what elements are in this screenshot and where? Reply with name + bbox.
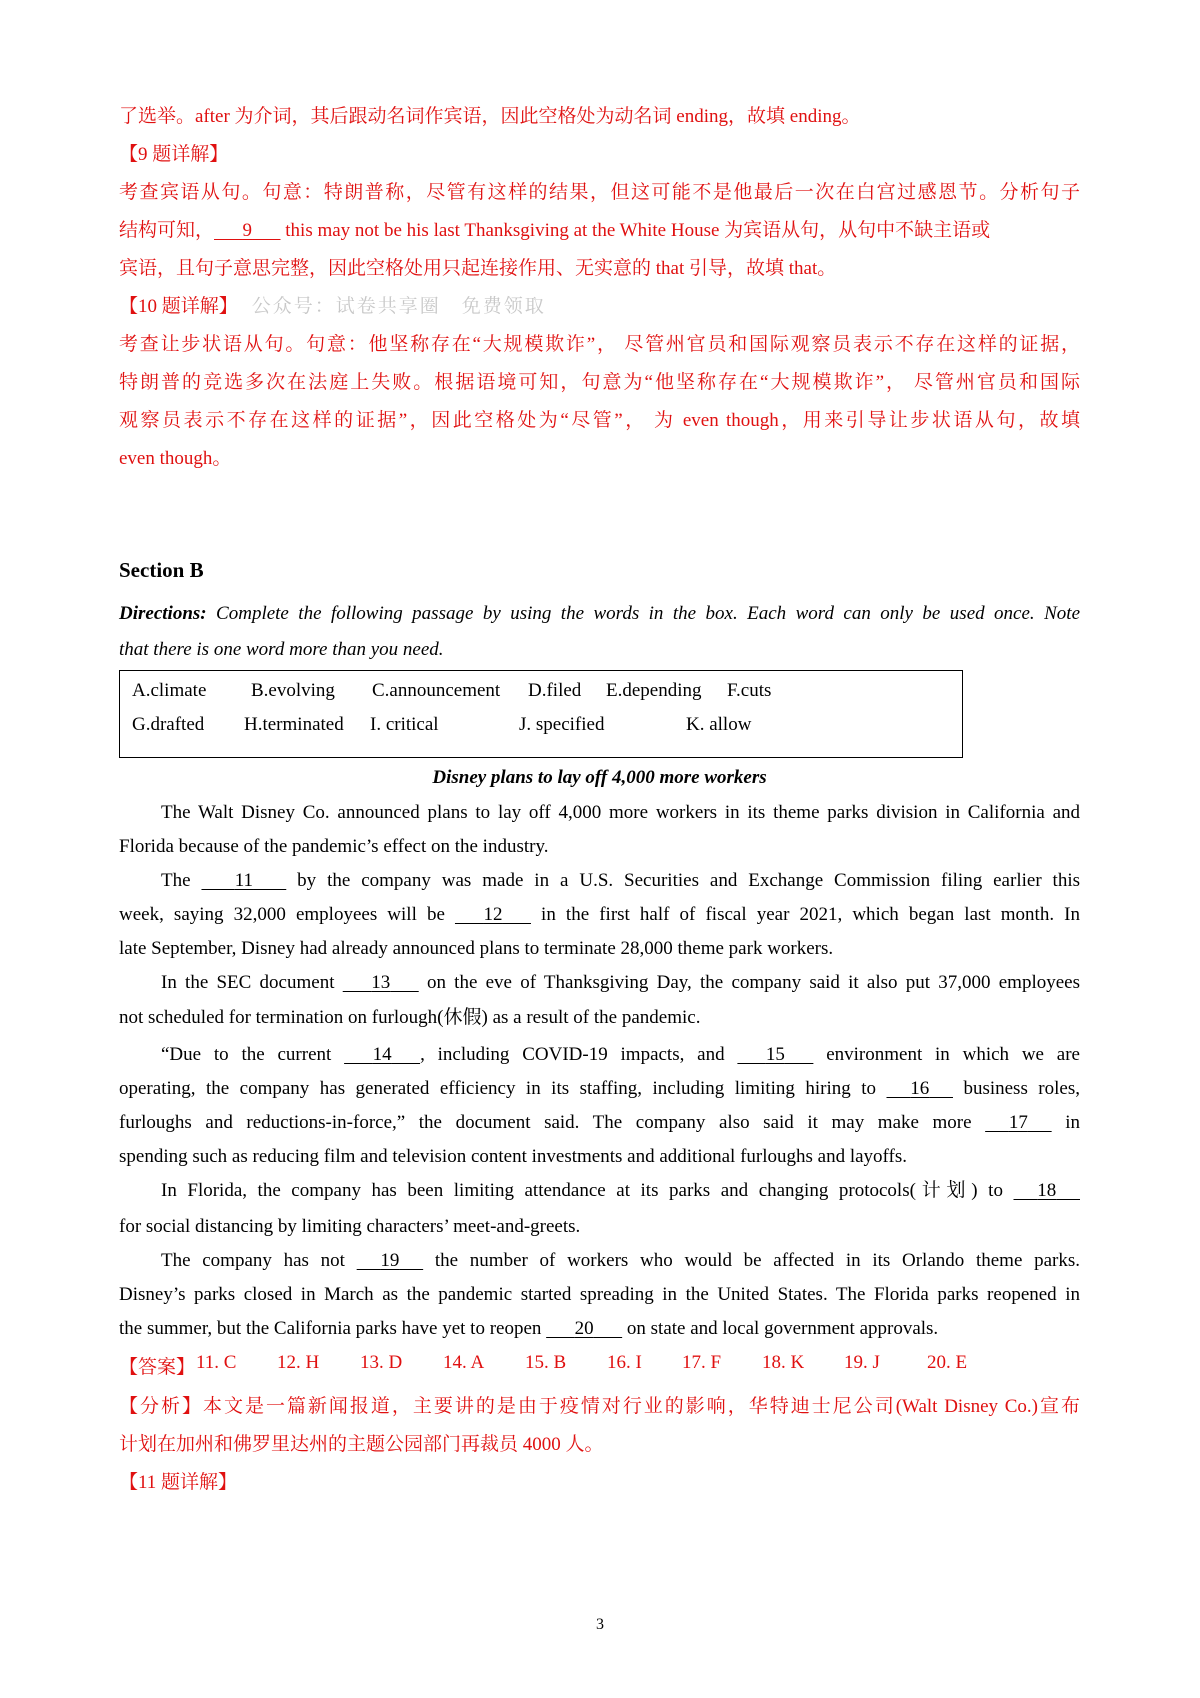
passage-text: by the company was made in a U.S. Securities and Exchange Commission filing earlier this [286,870,1081,891]
section-title: Section B [119,558,204,582]
q10-line-4: even though。 [119,448,232,469]
word-option: H.terminated [244,714,344,735]
passage-line [119,971,1080,995]
passage-text: The [161,870,202,891]
word-option: I. critical [370,714,439,735]
answer-item: 18. K [762,1352,805,1373]
passage-line: not scheduled for termination on furlough(休假) as a result of the pandemic. [119,1007,701,1028]
q10-line-2: 特朗普的竞选多次在法庭上失败。根据语境可知，句意为“他坚称存在“大规模欺诈”， 尽管州官员和国际 [119,372,1080,393]
directions-line-1 [119,596,1080,632]
blank-12 [455,903,531,927]
watermark-text: 公众号：试卷共享圈 免费领取 [251,296,546,317]
answer-item: 13. D [360,1352,403,1373]
q9-blank-number: 9 [242,220,253,241]
blank-16 [886,1077,953,1101]
answer-item: 12. H [277,1352,320,1373]
analysis-line-2: 计划在加州和佛罗里达州的主题公园部门再裁员 4000 人。 [119,1434,604,1455]
q9-text-rest: this may not be his last Thanksgiving at the White House 为宾语从句，从句中不缺主语或 [280,220,991,241]
passage-text: operating, the company has generated efficiency in its staffing, including limiting hiring to [119,1078,887,1099]
passage-text: the summer, but the California parks have yet to reopen [119,1318,547,1339]
blank-13 [343,971,419,995]
passage-text: week, saying 32,000 employees will be [119,904,455,925]
passage-text: “Due to the current [161,1044,345,1065]
passage-text: In Florida, the company has been limiting attendance at its parks and changing protocols(计划) to [161,1180,1014,1201]
passage-text: the number of workers who would be affected in its Orlando theme parks. [423,1250,1081,1271]
word-option: G.drafted [132,714,205,735]
directions-text-1: Complete the following passage by using the words in the box. Each word can only be used once. Note [206,603,1080,624]
passage-line [119,1077,1080,1101]
explanation-line: 了选举。after 为介词，其后跟动名词作宾语，因此空格处为动名词 ending，故填 ending。 [119,106,861,127]
blank-number: 11 [234,870,254,891]
passage-line: Disney’s parks closed in March as the pandemic started spreading in the United States. The Florida parks reopened in [119,1284,1080,1305]
word-option: F.cuts [727,680,772,701]
q10-header: 【10 题详解】 [119,296,238,317]
blank-number: 20 [574,1318,594,1339]
blank-number: 16 [910,1078,930,1099]
passage-line: The Walt Disney Co. announced plans to lay off 4,000 more workers in its theme parks division in California and [161,802,1080,823]
passage-text: furloughs and reductions-in-force,” the document said. The company also said it may make more [119,1112,986,1133]
answer-item: 17. F [682,1352,722,1373]
passage-text: on the eve of Thanksgiving Day, the company said it also put 37,000 employees [418,972,1080,993]
passage-text: in [1051,1112,1080,1133]
directions [119,596,1080,668]
passage-line [119,1317,1080,1341]
word-option: C.announcement [372,680,501,701]
blank-11 [201,869,286,893]
analysis-line-1: 【分析】本文是一篇新闻报道，主要讲的是由于疫情对行业的影响，华特迪士尼公司(Walt Disney Co.)宣布 [119,1396,1080,1417]
q10-line-1: 考查让步状语从句。句意：他坚称存在“大规模欺诈”， 尽管州官员和国际观察员表示不存在这样的证据， [119,334,1080,355]
passage-line [119,1043,1080,1067]
q9-blank [214,210,281,251]
passage-title: Disney plans to lay off 4,000 more workers [432,767,767,788]
passage-text: The company has not [161,1250,357,1271]
passage-line [119,1179,1080,1203]
blank-number: 12 [483,904,503,925]
answer-label: 【答案】 [119,1357,196,1378]
answer-item: 19. J [844,1352,880,1373]
answer-item: 15. B [525,1352,567,1373]
passage-text: environment in which we are [813,1044,1080,1065]
blank-number: 17 [1008,1112,1028,1133]
passage-line [119,1111,1080,1135]
passage-line: Florida because of the pandemic’s effect on the industry. [119,836,549,857]
q9-text: 结构可知， [119,220,215,241]
passage-line [119,903,1080,927]
blank-number: 15 [765,1044,785,1065]
q10-header-line [119,286,546,327]
word-option: B.evolving [251,680,335,701]
answer-item: 11. C [196,1352,237,1373]
passage-text: business roles, [952,1078,1080,1099]
blank-number: 18 [1037,1180,1057,1201]
passage-text: , including COVID-19 impacts, and [420,1044,738,1065]
passage-line: spending such as reducing film and television content investments and additional furloughs and layoffs. [119,1146,907,1167]
q11-header: 【11 题详解】 [119,1472,238,1493]
directions-line-2: that there is one word more than you need. [119,639,444,660]
word-option: A.climate [132,680,207,701]
passage-text: In the SEC document [161,972,343,993]
directions-label: Directions: [119,603,207,624]
blank-19 [357,1249,424,1273]
q9-line-3: 宾语，且句子意思完整，因此空格处用只起连接作用、无实意的 that 引导，故填 that。 [119,258,837,279]
blank-14 [344,1043,420,1067]
word-option: E.depending [606,680,702,701]
q10-line-3: 观察员表示不存在这样的证据”，因此空格处为“尽管”， 为 even though，用来引导让步状语从句，故填 [119,410,1080,431]
blank-20 [546,1317,622,1341]
blank-number: 19 [380,1250,400,1271]
page-number: 3 [596,1616,604,1633]
word-box [119,670,963,758]
passage-line [119,869,1080,893]
passage-line: late September, Disney had already announced plans to terminate 28,000 theme park workers. [119,938,834,959]
blank-number: 13 [371,972,391,993]
blank-15 [737,1043,813,1067]
passage-text: in the first half of fiscal year 2021, which began last month. In [530,904,1080,925]
q9-header: 【9 题详解】 [119,144,229,165]
passage-line: for social distancing by limiting characters’ meet-and-greets. [119,1216,581,1237]
q9-line-1: 考查宾语从句。句意：特朗普称，尽管有这样的结果，但这可能不是他最后一次在白宫过感恩节。分析句子 [119,182,1080,203]
word-option: K. allow [686,714,752,735]
word-option: D.filed [528,680,582,701]
answer-item: 16. I [607,1352,642,1373]
blank-number: 14 [372,1044,392,1065]
passage-line [119,1249,1080,1273]
passage-text: on state and local government approvals. [622,1318,939,1339]
word-option: J. specified [519,714,605,735]
blank-17 [985,1111,1052,1135]
answer-item: 20. E [927,1352,968,1373]
q9-line-2 [119,210,1080,251]
answer-item: 14. A [443,1352,485,1373]
blank-18 [1014,1179,1081,1203]
